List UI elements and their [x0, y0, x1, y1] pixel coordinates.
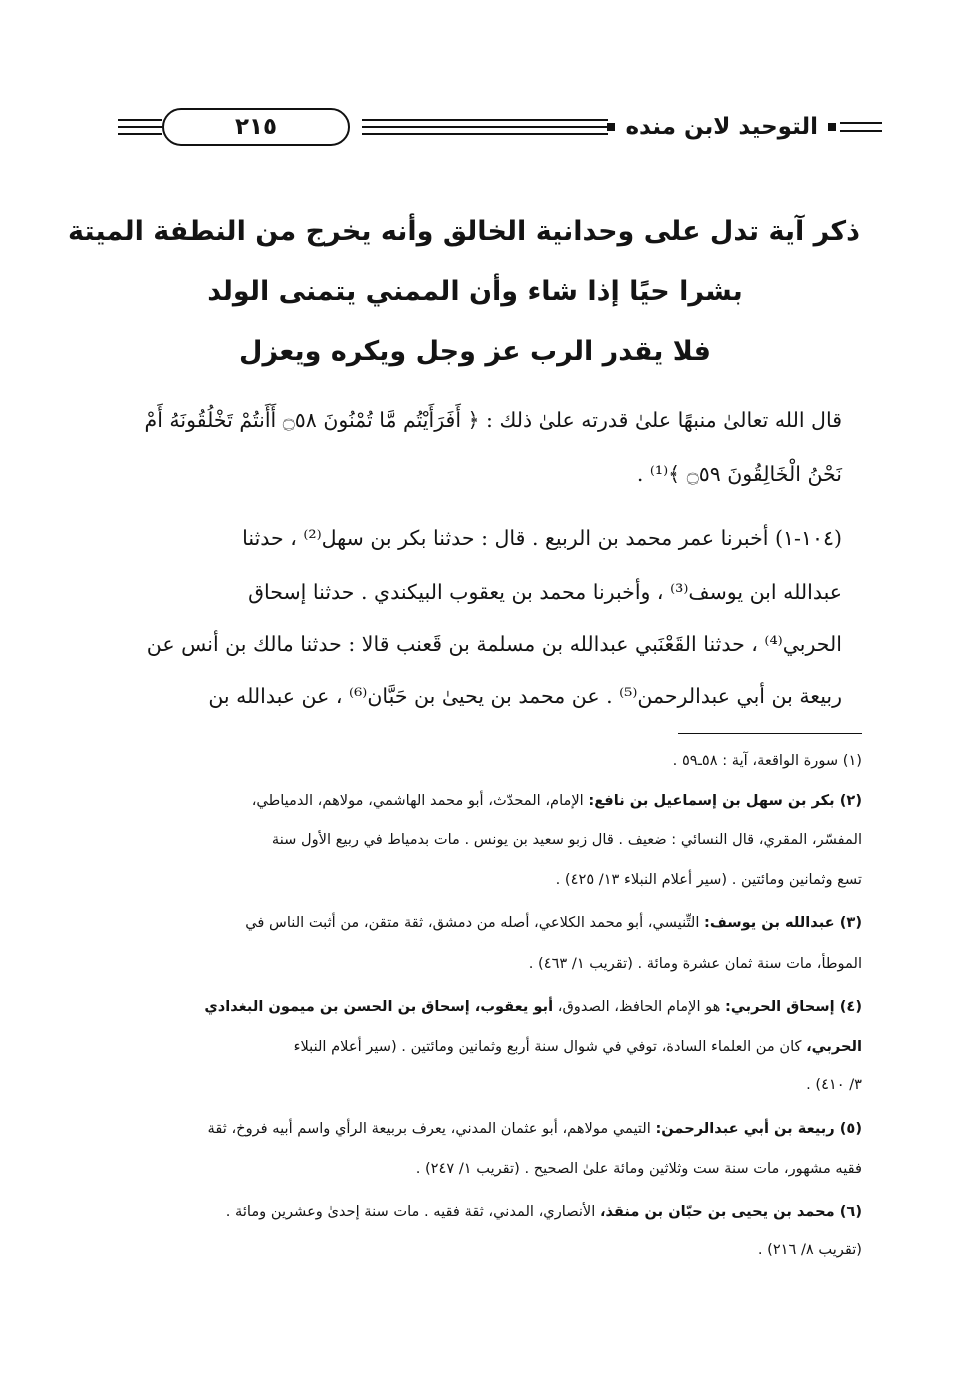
footnote-1: (١) سورة الواقعة، آية : ٥٨ـ٥٩ . [672, 752, 862, 769]
footnote-4-text-c: كان من العلماء السادة، توفي في شوال سنة أربع وثمانين ومائتين . (سير أعلام النبلاء [293, 1038, 802, 1055]
footnote-5-line-1 [86, 1120, 862, 1137]
footnote-3-line-1 [86, 914, 862, 931]
header-rule-right [840, 130, 882, 132]
footnote-2-line-2: المفسّر، المقري، قال النسائي : ضعيف . قال زبو سعيد بن يونس . مات بدمياط في ربيع الأول سنة [271, 831, 862, 848]
footnote-3-line-2: الموطأ، مات سنة ثمان عشرة ومائة . (تقريب ١/ ٤٦٣) . [528, 955, 862, 972]
running-header [100, 102, 882, 152]
intro-line-1: قال الله تعالىٰ منبهًا علىٰ قدرته علىٰ ذلك : ﴿ أَفَرَأَيْتُم مَّا تُمْنُونَ ۝٥٨ أَأَنتُمْ تَخْلُقُونَهُ أَمْ [144, 408, 842, 432]
header-rule-left [118, 126, 162, 128]
footnote-3-name: (٣) عبدالله بن يوسف: [704, 914, 862, 931]
footnote-2-line-3: تسع وثمانين ومائتين . (سير أعلام النبلاء ١٣/ ٤٢٥) . [555, 871, 862, 888]
header-rule-left [118, 119, 162, 121]
footnote-3-text: التِّنيسي، أبو محمد الكلاعي، أصله من دمشق، ثقة متقن، من أثبت الناس في [245, 914, 700, 931]
hadith-line-3: الحربي⁽⁴⁾ ، حدثنا القَعْنَبي عبدالله بن مسلمة بن قَعنب قالا : حدثنا مالك بن أنس عن [146, 632, 842, 656]
footnote-4-name: (٤) إسحاق الحربي: [725, 998, 862, 1015]
footnote-6-line-1 [86, 1203, 862, 1220]
footnote-6-name: (٦) محمد بن يحيى بن حبّان بن منقذ، [599, 1203, 862, 1220]
running-title [597, 110, 846, 144]
square-ornament-icon [607, 123, 615, 131]
footnote-4-line-1 [86, 998, 862, 1015]
hadith-line-1: (١٠٤-١) أخبرنا عمر محمد بن الربيع . قال : حدثنا بكر بن سهل⁽²⁾ ، حدثنا [242, 526, 842, 550]
footnote-5-line-2: فقيه مشهور، مات سنة ست وثلاثين ومائة علىٰ الصحيح . (تقريب ١/ ٢٤٧) . [415, 1160, 862, 1177]
header-rule-left [118, 133, 162, 135]
header-rule-middle [362, 119, 608, 121]
hadith-line-2: عبدالله ابن يوسف⁽³⁾ ، وأخبرنا محمد بن يعقوب البيكندي . حدثنا إسحاق [248, 580, 842, 604]
page-number [162, 108, 350, 146]
header-rule-middle [362, 126, 608, 128]
footnote-2-text: الإمام، المحدّث، أبو محمد الهاشمي، مولاهم، الدمياطي، [251, 792, 584, 809]
header-rule-right [840, 122, 882, 124]
square-ornament-icon [828, 123, 836, 131]
footnote-4-nisba: الحربي، [806, 1038, 862, 1055]
footnote-2-name: (٢) بكر بن سهل بن إسماعيل بن نافع: [588, 792, 862, 809]
chapter-heading-line-1: ذكر آية تدل على وحدانية الخالق وأنه يخرج من النطفة الميتة [67, 216, 860, 247]
chapter-heading-line-2: بشرا حيًا إذا شاء وأن الممني يتمنى الولد [207, 276, 743, 307]
footnote-4-text-a: هو الإمام الحافظ، الصدوق، [557, 998, 721, 1015]
page-number-text: ٢١٥ [234, 114, 278, 140]
footnote-4-line-3: ٣/ ٤١٠) . [806, 1076, 862, 1093]
footnote-6-line-2: (تقريب ٨/ ٢١٦) . [757, 1241, 862, 1258]
header-rule-middle [362, 133, 608, 135]
footnote-5-text: التيمي مولاهم، أبو عثمان المدني، يعرف بربيعة الرأي واسم أبيه فروخ، ثقة [207, 1120, 651, 1137]
footnote-4-line-2 [86, 1038, 862, 1055]
running-title-text: التوحيد لابن منده [625, 114, 818, 140]
intro-line-2: نَحْنُ الْخَالِقُونَ ۝٥٩ ﴾⁽¹⁾ . [636, 462, 842, 486]
footnote-5-name: (٥) ربيعة بن أبي عبدالرحمن: [655, 1120, 862, 1137]
footnote-2-line-1 [86, 792, 862, 809]
footnote-separator [678, 733, 862, 734]
footnote-4-text-b: أبو يعقوب، إسحاق بن الحسن بن ميمون البغدادي [204, 998, 554, 1015]
hadith-line-4: ربيعة بن أبي عبدالرحمن⁽⁵⁾ . عن محمد بن يحيىٰ بن حَبَّان⁽⁶⁾ ، عن عبدالله بن [208, 684, 842, 708]
chapter-heading-line-3: فلا يقدر الرب عز وجل ويكره ويعزل [239, 336, 711, 367]
footnote-6-text: الأنصاري، المدني، ثقة فقيه . مات سنة إحدىٰ وعشرين ومائة . [225, 1203, 596, 1220]
